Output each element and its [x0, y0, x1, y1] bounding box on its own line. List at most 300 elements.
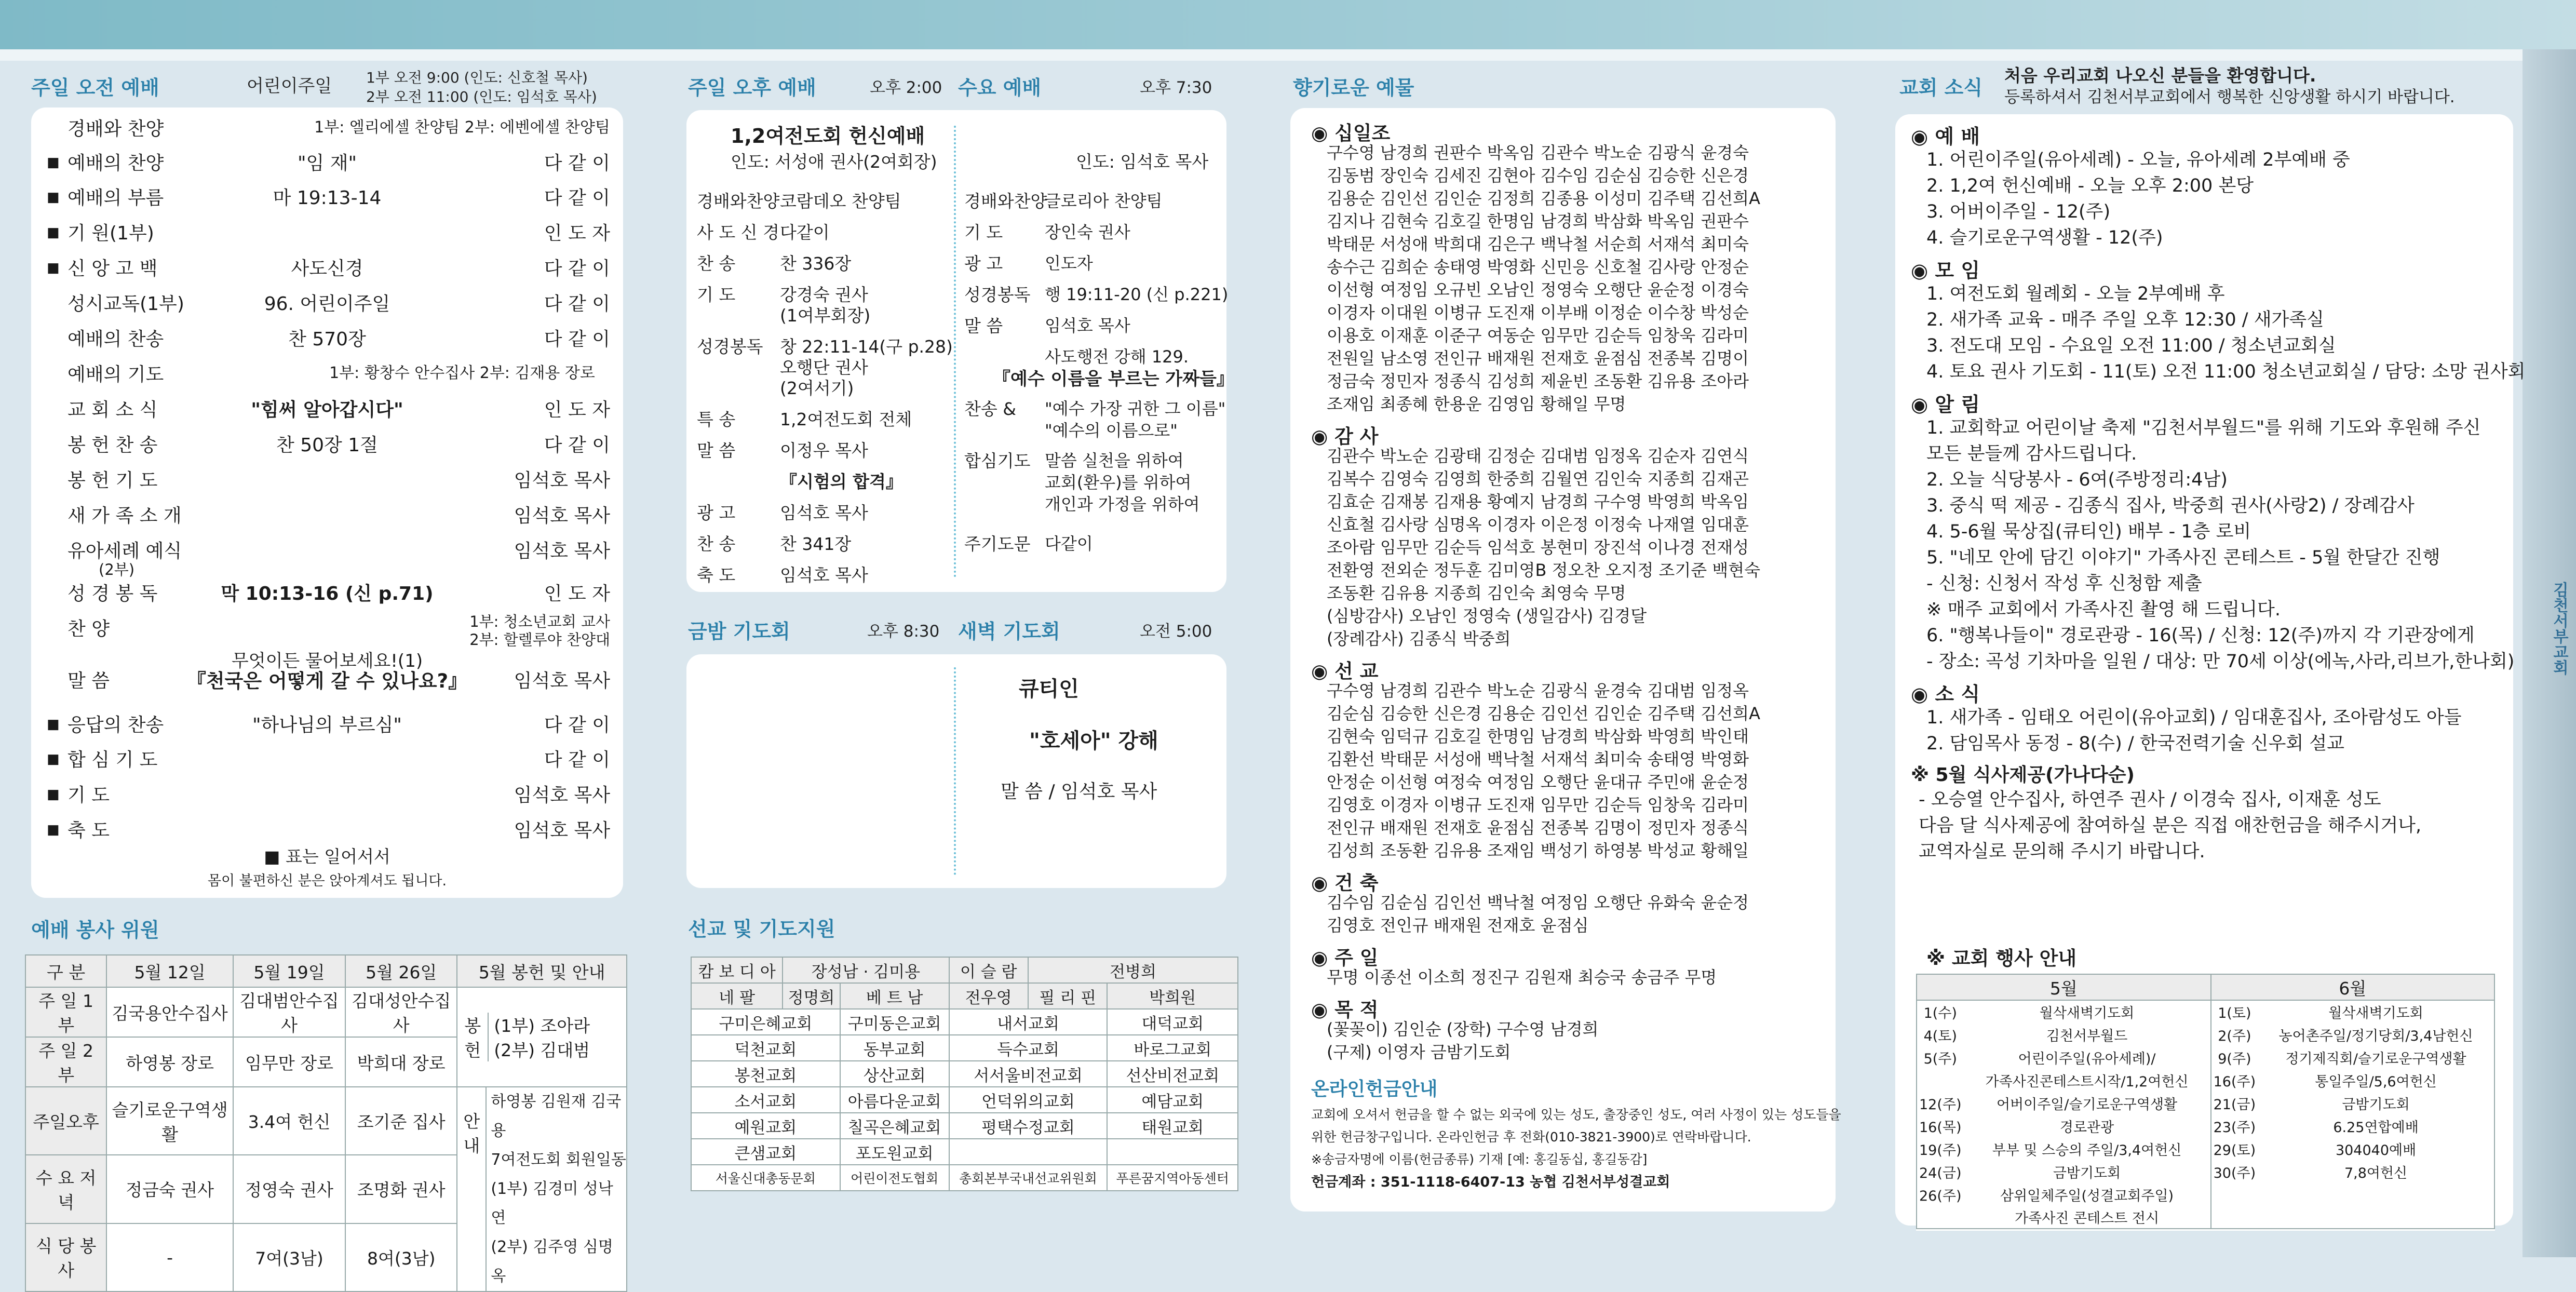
afternoon-row-label: 특 송 — [697, 409, 736, 429]
volunteer-cell: 주 일 2 부 — [25, 1037, 106, 1087]
offering-names: 박태문 서성애 박희대 김은구 백낙철 서순희 서재석 최미숙 — [1327, 234, 1749, 254]
volunteer-cell: 김대범안수집사 — [233, 987, 345, 1037]
volunteer-header: 5월 12일 — [106, 955, 233, 987]
offering-2: (2부) 김대범 — [494, 1040, 590, 1060]
guide-1: 하영봉 김원재 김국용 — [491, 1093, 622, 1140]
news-item: - 장소: 곡성 기차마을 일원 / 대상: 만 70세 이상(에녹,사라,리브가,한나회) — [1926, 651, 2515, 672]
wednesday-row-label: 찬송 & — [964, 399, 1016, 419]
volunteer-cell: 박희대 장로 — [345, 1037, 457, 1087]
afternoon-row-label: 기 도 — [697, 285, 736, 305]
morning-row-label: 기 도 — [68, 785, 110, 806]
morning-row-leader: 임석호 목사 — [514, 820, 610, 841]
offering-names: 김효순 김재봉 김재용 황예지 남경희 구수영 박영희 박옥임 — [1327, 492, 1749, 512]
offering-category: ◉ 목 적 — [1311, 999, 1379, 1021]
offering-names: 김지나 김현숙 김호길 한명임 남경희 박삼화 박옥임 권판수 — [1327, 211, 1749, 231]
mission-cell: 장성남 · 김미용 — [783, 957, 949, 983]
news-item: 4. 5-6월 묵상집(큐티인) 배부 - 1층 로비 — [1926, 521, 2251, 542]
offering-names: (꽃꽂이) 김인순 (장학) 구수영 남경희 — [1327, 1019, 1599, 1039]
morning-row-content: 찬 50장 1절 — [276, 435, 378, 456]
row-bullet: ■ — [47, 260, 60, 276]
event-name: 통일주일/5,6여헌신 — [2258, 1069, 2494, 1092]
row-bullet: ■ — [47, 751, 60, 767]
panel-divider — [954, 126, 956, 577]
morning-title: 주일 오전 예배 — [31, 76, 159, 99]
morning-row-leader: 임석호 목사 — [514, 670, 610, 692]
news-item: 1. 교회학교 어린이날 축제 "김천서부월드"를 위해 기도와 후원해 주신 — [1926, 418, 2481, 438]
event-date: 12(주) — [1917, 1092, 1964, 1114]
morning-row-label: 찬 양 — [68, 618, 110, 640]
event-date: 9(주) — [2218, 1051, 2251, 1067]
afternoon-row-label: 찬 송 — [697, 534, 736, 554]
friday-title: 금밤 기도회 — [688, 620, 790, 643]
offering-names: 김영호 전인규 배재원 전재호 윤점심 — [1327, 916, 1589, 935]
volunteer-cell: 주일오후 — [25, 1087, 106, 1155]
event-name: 삼위일체주일(성결교회주일) — [1964, 1183, 2211, 1206]
mission-cell: 아름다운교회 — [840, 1087, 949, 1113]
morning-row-leader: 임석호 목사 — [514, 505, 610, 527]
volunteer-cell: 3.4여 헌신 — [233, 1087, 345, 1155]
afternoon-row-value: (2여서기) — [780, 378, 854, 398]
mission-cell: 포도원교회 — [840, 1139, 949, 1165]
event-date: 1(수) — [1917, 1000, 1964, 1023]
morning-row-leader: 임석호 목사 — [514, 785, 610, 806]
event-date: 16(주) — [2213, 1073, 2256, 1090]
afternoon-row-label: 찬 송 — [697, 253, 736, 274]
offering-names: 전인규 배재원 전재호 윤점심 전종복 김명이 정민자 정종식 — [1327, 818, 1749, 838]
news-item: 2. 1,2여 헌신예배 - 오늘 오후 2:00 본당 — [1926, 176, 2254, 196]
row-bullet: ■ — [47, 822, 60, 838]
event-date: 24(금) — [1917, 1160, 1964, 1183]
news-item: 2. 새가족 교육 - 매주 주일 오후 12:30 / 새가족실 — [1926, 309, 2324, 330]
morning-row-content: 막 10:13-16 (신 p.71) — [221, 583, 434, 604]
offering-names: 이선형 여정임 오규빈 오남인 정영숙 오행단 윤순정 이경숙 — [1327, 280, 1749, 300]
offering-names: 김현숙 임덕규 김호길 한명임 남경희 박삼화 박영희 박인태 — [1327, 726, 1749, 746]
morning-time-2: 2부 오전 11:00 (인도: 임석호 목사) — [366, 88, 597, 105]
volunteer-cell: 조기준 집사 — [345, 1087, 457, 1155]
mission-cell: 서울신대총동문회 — [691, 1165, 840, 1191]
offering-names: 송수근 김희순 송태영 박영화 신민응 신호철 김사랑 안정순 — [1327, 257, 1749, 277]
offering-names: 김순심 김승한 신은경 김용순 김인선 김인순 김주택 김선희A — [1327, 704, 1760, 723]
afternoon-row-value: 창 22:11-14(구 p.28) — [780, 337, 953, 357]
offering-names: 김성희 조동환 김유용 조재임 백성기 하영봉 박성교 황해일 — [1327, 841, 1749, 860]
mission-cell: 상산교회 — [840, 1061, 949, 1087]
afternoon-row-label: 축 도 — [697, 565, 736, 585]
volunteer-cell: - — [106, 1223, 233, 1291]
news-item: 4. 슬기로운구역생활 - 12(주) — [1926, 227, 2163, 248]
mission-cell: 정명희 — [783, 983, 840, 1009]
hyun-char: 헌 — [464, 1040, 481, 1060]
morning-row-label: 성시교독(1부) — [68, 293, 184, 315]
sermon-series: 무엇이든 물어보세요!(1) — [231, 651, 423, 671]
mission-cell: 구미동은교회 — [840, 1009, 949, 1035]
offering-names: 전원일 남소영 전인규 배재원 전재호 윤점심 전종복 김명이 — [1327, 348, 1749, 368]
offering-names: 김동범 장인숙 김세진 김현아 김수임 김순심 김승한 신은경 — [1327, 166, 1749, 185]
wednesday-row-value: 글로리아 찬양팀 — [1045, 191, 1163, 211]
qt-title: 큐티인 — [1019, 677, 1079, 701]
morning-row-content: 1부: 황창수 안수집사 2부: 김재용 장로 — [329, 364, 595, 382]
event-date: 21(금) — [2213, 1096, 2256, 1113]
event-name: 월삭새벽기도회 — [1964, 1000, 2211, 1023]
morning-row-content: "힘써 알아갑시다" — [251, 399, 403, 421]
dawn-time: 오전 5:00 — [1140, 622, 1212, 641]
afternoon-heading: 1,2여전도회 헌신예배 — [731, 125, 925, 147]
event-date: 29(토) — [2213, 1142, 2256, 1159]
morning-row-leader: 다 같 이 — [544, 187, 610, 209]
morning-row-label: 유아세례 예식 — [68, 541, 182, 562]
volunteer-cell: 주 일 1 부 — [25, 987, 106, 1037]
afternoon-row-value: 임석호 목사 — [780, 503, 868, 523]
event-date: 19(주) — [1917, 1137, 1964, 1160]
events-heading: ※ 교회 행사 안내 — [1926, 947, 2077, 970]
event-name: 가족사진콘테스트시작/1,2여헌신 — [1964, 1069, 2211, 1092]
volunteer-title: 예배 봉사 위원 — [31, 919, 159, 941]
news-panel — [1895, 114, 2526, 1227]
online-offering-title: 온라인헌금안내 — [1311, 1079, 1438, 1100]
volunteer-cell: 8여(3남) — [345, 1223, 457, 1291]
mission-cell: 전병희 — [1028, 957, 1238, 983]
event-name: 가족사진 콘테스트 전시 — [1964, 1206, 2211, 1229]
news-item: 6. "행복나들이" 경로관광 - 16(목) / 신청: 12(주)까지 각 기관장에게 — [1926, 625, 2475, 646]
volunteer-cell: 조명화 권사 — [345, 1155, 457, 1223]
volunteer-cell: 슬기로운구역생활 — [106, 1087, 233, 1155]
afternoon-row-label: 경배와찬양 — [697, 191, 780, 211]
morning-row-label: 합 심 기 도 — [68, 749, 158, 771]
offering-category: ◉ 선 교 — [1311, 660, 1379, 682]
offering-names: 안정순 이선형 여정숙 여정임 오행단 윤대규 주민애 윤순정 — [1327, 772, 1749, 792]
afternoon-row-value: 다같이 — [780, 222, 830, 243]
morning-subtitle: 어린이주일 — [247, 76, 332, 97]
event-date — [1917, 1069, 1964, 1092]
wednesday-row-value: 인도자 — [1045, 253, 1093, 273]
nae-char: 내 — [463, 1136, 480, 1156]
baptism-part: (2부) — [99, 561, 135, 578]
morning-time-1: 1부 오전 9:00 (인도: 신호철 목사) — [366, 69, 588, 86]
morning-row-label: 기 원(1부) — [68, 223, 154, 244]
hosea-study: "호세아" 강해 — [1029, 729, 1158, 753]
afternoon-wednesday-panel — [686, 110, 1234, 592]
volunteer-cell: 정금숙 권사 — [106, 1155, 233, 1223]
event-name: 어린이주일(유아세례)/ — [1964, 1046, 2211, 1069]
morning-row-leader: 다 같 이 — [544, 749, 610, 771]
news-section-heading: ◉ 모 임 — [1911, 259, 1980, 282]
news-item: 1. 어린이주일(유아세례) - 오늘, 유아세례 2부예배 중 — [1926, 150, 2350, 170]
news-item: 모든 분들께 감사드립니다. — [1926, 443, 2137, 464]
afternoon-row-value: 오행단 권사 — [780, 357, 868, 378]
praise-part-2: 2부: 할렐루야 찬양대 — [469, 631, 610, 649]
mission-cell: 총회본부국내선교위원회 — [949, 1165, 1108, 1191]
news-item: 2. 오늘 식당봉사 - 6여(주방정리:4남) — [1926, 469, 2228, 490]
wednesday-row-label: 말 씀 — [964, 316, 1003, 336]
offering-title: 향기로운 예물 — [1293, 76, 1414, 99]
event-date: 4(토) — [1917, 1023, 1964, 1046]
afternoon-row-label: 말 씀 — [697, 440, 736, 461]
wednesday-row-label: 성경봉독 — [964, 285, 1031, 305]
event-name: 김천서부월드 — [1964, 1023, 2211, 1046]
meal-heading: ※ 5월 식사제공(가나다순) — [1911, 764, 2135, 786]
header-bar — [0, 0, 2576, 49]
event-name: 어버이주일/슬기로운구역생활 — [1964, 1092, 2211, 1114]
june-header: 6월 — [2211, 974, 2494, 1000]
wednesday-row-label: 경배와찬양 — [964, 191, 1047, 211]
mission-cell: 태원교회 — [1107, 1113, 1238, 1139]
volunteer-table — [25, 954, 627, 1292]
wednesday-row-value: 임석호 목사 — [1045, 316, 1130, 335]
welcome-line-2: 등록하셔서 김천서부교회에서 행복한 신앙생활 하시기 바랍니다. — [2004, 88, 2455, 106]
volunteer-header: 구 분 — [25, 955, 106, 987]
morning-row-label: 교 회 소 식 — [68, 399, 158, 421]
wednesday-row-value: 다같이 — [1045, 534, 1093, 554]
mission-cell: 구미은혜교회 — [691, 1009, 840, 1035]
friday-time: 오후 8:30 — [867, 622, 940, 641]
event-name: 304040예배 — [2258, 1137, 2494, 1160]
morning-row-leader: 인 도 자 — [544, 223, 610, 244]
prayer-divider — [954, 667, 956, 875]
afternoon-row-value: 1,2여전도회 전체 — [780, 409, 912, 429]
volunteer-cell: 정영숙 권사 — [233, 1155, 345, 1223]
praise-part-1: 1부: 청소년교회 교사 — [469, 613, 610, 630]
offering-names: 김복수 김영숙 김영희 한중희 김월연 김인숙 지종희 김재곤 — [1327, 469, 1749, 489]
morning-row-content: 마 19:13-14 — [273, 187, 382, 209]
afternoon-row-value: 이정우 목사 — [780, 440, 868, 461]
morning-row-label: 봉 헌 기 도 — [68, 470, 158, 491]
morning-row-label: 예배의 부름 — [68, 187, 164, 209]
news-section-heading: ◉ 소 식 — [1911, 683, 1980, 706]
morning-row-label: 신 앙 고 백 — [68, 258, 158, 279]
morning-row-leader: 임석호 목사 — [514, 541, 610, 562]
afternoon-title: 주일 오후 예배 — [688, 76, 816, 99]
church-logo: 김천서부교회 — [2550, 582, 2568, 675]
volunteer-cell: 김국용안수집사 — [106, 987, 233, 1037]
news-item: 2. 담임목사 동정 - 8(수) / 한국전력기술 신우회 설교 — [1926, 733, 2344, 754]
row-bullet: ■ — [47, 190, 60, 205]
mission-cell: 칠곡은혜교회 — [840, 1113, 949, 1139]
volunteer-header: 5월 26일 — [345, 955, 457, 987]
afternoon-leader: 인도: 서성애 권사(2여회장) — [731, 152, 937, 172]
morning-row-leader: 다 같 이 — [544, 435, 610, 456]
news-item: 3. 중식 떡 제공 - 김종식 집사, 박중희 권사(사랑2) / 장례감사 — [1926, 495, 2415, 516]
header-stripe — [0, 49, 2576, 61]
mission-cell: 대덕교회 — [1107, 1009, 1238, 1035]
dawn-title: 새벽 기도회 — [958, 620, 1060, 643]
event-name: 6.25연합예배 — [2258, 1114, 2494, 1137]
wednesday-title: 수요 예배 — [958, 76, 1042, 99]
wednesday-row-label: 주기도문 — [964, 534, 1031, 554]
afternoon-row-value: (1여부회장) — [780, 305, 871, 326]
morning-row-content: 『천국은 어떻게 갈 수 있나요?』 — [186, 670, 468, 692]
offering-names: 김영호 이경자 이병규 도진재 임무만 김순득 임창욱 김라미 — [1327, 795, 1749, 815]
mission-cell: 서서울비전교회 — [949, 1061, 1108, 1087]
wednesday-row-value: 말씀 실천을 위하여 — [1045, 451, 1184, 470]
afternoon-row-label: 광 고 — [697, 503, 736, 523]
an-char: 안 — [463, 1111, 480, 1132]
offering-names: 무명 이종선 이소희 정진구 김원재 최승국 송금주 무명 — [1327, 967, 1717, 987]
offering-category: ◉ 십일조 — [1311, 122, 1391, 144]
morning-row-content: "하나님의 부르심" — [252, 715, 402, 736]
mission-cell: 필 리 핀 — [1028, 983, 1107, 1009]
offering-names: 신효철 김사랑 심명옥 이경자 이은정 이정숙 나재열 임대훈 — [1327, 515, 1749, 534]
event-date: 1(토) — [2218, 1005, 2251, 1021]
offering-names: 조재임 최종혜 한용운 김영임 황해일 무명 — [1327, 394, 1626, 414]
mission-cell: 예담교회 — [1107, 1087, 1238, 1113]
morning-row-label: 새 가 족 소 개 — [68, 505, 182, 527]
wednesday-row-label: 광 고 — [964, 253, 1003, 274]
wednesday-row-value: "예수 가장 귀한 그 이름" — [1045, 399, 1226, 419]
morning-row-content: "임 재" — [297, 153, 357, 174]
news-item: 5. "네모 안에 담긴 이야기" 가족사진 콘테스트 - 5월 한달간 진행 — [1926, 547, 2440, 568]
offering-1: (1부) 조아라 — [494, 1016, 590, 1036]
morning-row-label: 경배와 찬양 — [68, 118, 164, 140]
afternoon-row-label: 사 도 신 경 — [697, 222, 779, 243]
mission-title: 선교 및 기도지원 — [688, 918, 835, 940]
mission-cell — [1107, 1139, 1238, 1165]
afternoon-row-value: 코람데오 찬양팀 — [780, 191, 901, 211]
mission-cell: 평택수정교회 — [949, 1113, 1108, 1139]
offering-category: ◉ 주 일 — [1311, 947, 1379, 969]
mission-cell: 베 트 남 — [840, 983, 949, 1009]
offering-names: 조아람 임무만 김순득 임석호 봉현미 장진석 이나경 전재성 — [1327, 537, 1749, 557]
online-text-3: ※송금자명에 이름(헌금종류) 기재 [예: 홍길동십, 홍길동감] — [1311, 1152, 1648, 1167]
mission-cell: 동부교회 — [840, 1035, 949, 1061]
mission-cell: 네 팔 — [691, 983, 783, 1009]
mission-cell: 내서교회 — [949, 1009, 1108, 1035]
event-name: 금밤기도회 — [2258, 1092, 2494, 1114]
volunteer-header: 5월 봉헌 및 안내 — [457, 955, 627, 987]
offering-names: 김수임 김순심 김인선 백낙철 여정임 오행단 유화숙 윤순정 — [1327, 893, 1749, 912]
mission-cell: 캄 보 디 아 — [691, 957, 783, 983]
volunteer-cell: 임무만 장로 — [233, 1037, 345, 1087]
news-section-heading: ◉ 예 배 — [1911, 125, 1980, 148]
event-date: 5(주) — [1917, 1046, 1964, 1069]
offering-names: 김관수 박노순 김광태 김정순 김대범 임정옥 김순자 김연식 — [1327, 446, 1749, 466]
volunteer-cell: 수 요 저 녁 — [25, 1155, 106, 1223]
bank-account: 헌금계좌 : 351-1118-6407-13 농협 김천서부성결교회 — [1311, 1174, 1670, 1190]
mission-cell: 소서교회 — [691, 1087, 840, 1113]
news-item: 3. 전도대 모임 - 수요일 오전 11:00 / 청소년교회실 — [1926, 335, 2336, 356]
mission-cell: 예원교회 — [691, 1113, 840, 1139]
row-bullet: ■ — [47, 155, 60, 170]
morning-row-label: 축 도 — [68, 820, 110, 841]
afternoon-row-value: 임석호 목사 — [780, 565, 868, 585]
welcome-line-1: 처음 우리교회 나오신 분들을 환영합니다. — [2004, 65, 2316, 86]
morning-row-leader: 다 같 이 — [544, 153, 610, 174]
news-item: 3. 어버이주일 - 12(주) — [1926, 201, 2111, 222]
event-date — [1917, 1206, 1964, 1229]
morning-row-label: 응답의 찬송 — [68, 715, 164, 736]
wednesday-row-value: 『예수 이름을 부르는 가짜들』 — [993, 369, 1234, 389]
event-date: 23(주) — [2213, 1119, 2256, 1136]
offering-names: 구수영 남경희 권판수 박옥임 김관수 박노순 김광식 윤경숙 — [1327, 143, 1749, 163]
offering-names: 이경자 이대원 이병규 도진재 이부배 이정순 이수창 박성순 — [1327, 303, 1749, 322]
offering-names: (장례감사) 김종식 박중희 — [1327, 629, 1511, 649]
event-date: 16(목) — [1917, 1114, 1964, 1137]
offering-category: ◉ 감 사 — [1311, 425, 1379, 448]
mission-cell: 어린이전도협회 — [840, 1165, 949, 1191]
guide-4: (2부) 김주영 심명옥 — [491, 1238, 613, 1285]
morning-row-leader: 다 같 이 — [544, 715, 610, 736]
morning-row-leader: 다 같 이 — [544, 329, 610, 350]
mission-cell: 푸른꿈지역아동센터 — [1107, 1165, 1238, 1191]
mission-cell: 언덕위의교회 — [949, 1087, 1108, 1113]
afternoon-row-value: 강경숙 권사 — [780, 285, 868, 305]
news-title: 교회 소식 — [1899, 76, 1983, 99]
offering-panel — [1290, 108, 1841, 1212]
wednesday-row-value: 개인과 가정을 위하여 — [1045, 494, 1200, 514]
morning-panel — [31, 107, 623, 898]
wednesday-row-label: 합심기도 — [964, 451, 1031, 471]
offering-names: 구수영 남경희 김관수 박노순 김광식 윤경숙 김대범 임정옥 — [1327, 681, 1749, 701]
event-date: 26(주) — [1917, 1183, 1964, 1206]
event-name: 7,8여헌신 — [2258, 1160, 2494, 1183]
morning-row-label: 성 경 봉 독 — [68, 583, 158, 604]
event-name: 정기제직회/슬기로운구역생활 — [2258, 1046, 2494, 1069]
afternoon-row-value: 찬 336장 — [780, 253, 852, 274]
morning-row-label: 봉 헌 찬 송 — [68, 435, 158, 456]
afternoon-row-value: 『시험의 합격』 — [780, 472, 903, 492]
afternoon-time: 오후 2:00 — [870, 78, 942, 97]
mission-cell: 큰샘교회 — [691, 1139, 840, 1165]
row-bullet: ■ — [47, 787, 60, 802]
news-item: 1. 새가족 - 임태오 어린이(유아교회) / 임대훈집사, 조아람성도 아들 — [1926, 707, 2462, 728]
offering-names: 김용순 김인선 김인순 김정희 김종용 이성미 김주택 김선희A — [1327, 189, 1760, 208]
mission-cell: 박희원 — [1107, 983, 1238, 1009]
news-item: ※ 매주 교회에서 가족사진 촬영 해 드립니다. — [1926, 599, 2281, 620]
offering-category: ◉ 건 축 — [1311, 872, 1379, 894]
morning-row-label: 예배의 찬송 — [68, 329, 164, 350]
volunteer-cell: 7여(3남) — [233, 1223, 345, 1291]
event-date: 30(주) — [2213, 1165, 2256, 1181]
online-text-2: 위한 헌금창구입니다. 온라인헌금 후 전화(010-3821-3900)로 연락바랍니다. — [1311, 1129, 1751, 1145]
wednesday-row-value: 사도행전 강해 129. — [1045, 347, 1189, 367]
prayer-panel — [686, 654, 1226, 888]
offering-names: 전환영 전외순 정두훈 김미영B 정오찬 오지정 조기준 백현숙 — [1327, 560, 1761, 580]
volunteer-header: 5월 19일 — [233, 955, 345, 987]
morning-row-leader: 임석호 목사 — [514, 470, 610, 491]
wednesday-row-value: 행 19:11-20 (신 p.221) — [1045, 285, 1229, 304]
volunteer-cell: 김대성안수집사 — [345, 987, 457, 1037]
afternoon-row-value: 찬 341장 — [780, 534, 852, 554]
meal-item: 교역자실로 문의해 주시기 바랍니다. — [1919, 841, 2205, 862]
event-name: 경로관광 — [1964, 1114, 2211, 1137]
wednesday-leader: 인도: 임석호 목사 — [1076, 152, 1209, 172]
offering-names: 김환선 박태문 서성애 백낙철 서재석 최미숙 송태영 박영화 — [1327, 749, 1749, 769]
afternoon-row-label: 성경봉독 — [697, 337, 763, 357]
offering-names: (심방감사) 오남인 정영숙 (생일감사) 김경달 — [1327, 606, 1647, 626]
offering-names: 정금숙 정민자 정종식 김성희 제윤빈 조동환 김유용 조아라 — [1327, 371, 1749, 391]
dawn-preacher: 말 씀 / 임석호 목사 — [1001, 781, 1157, 802]
morning-row-leader: 다 같 이 — [544, 293, 610, 315]
mission-cell: 봉천교회 — [691, 1061, 840, 1087]
morning-row-content: 1부: 엘리에셀 찬양팀 2부: 에벤에셀 찬양팀 — [314, 118, 610, 137]
meal-item: 다음 달 식사제공에 참여하실 분은 직접 애찬헌금을 해주시거나, — [1919, 815, 2422, 836]
meal-item: - 오승열 안수집사, 하연주 권사 / 이경숙 집사, 이재훈 성도 — [1919, 789, 2381, 810]
mission-cell: 바로그교회 — [1107, 1035, 1238, 1061]
row-bullet: ■ — [47, 225, 60, 240]
mission-cell: 선산비전교회 — [1107, 1061, 1238, 1087]
news-section-heading: ◉ 알 림 — [1911, 393, 1980, 416]
row-bullet: ■ — [47, 717, 60, 732]
mission-cell: 득수교회 — [949, 1035, 1108, 1061]
morning-row-label: 예배의 찬양 — [68, 153, 164, 174]
morning-row-leader: 다 같 이 — [544, 258, 610, 279]
standing-note: ■ 표는 일어서서 — [264, 846, 390, 867]
mission-cell: 이 슬 람 — [949, 957, 1028, 983]
events-table — [1916, 974, 2495, 1231]
morning-row-content: 찬 570장 — [288, 329, 366, 350]
wednesday-row-label: 기 도 — [964, 222, 1003, 243]
event-name: 월삭새벽기도회 — [2258, 1000, 2494, 1023]
morning-row-leader: 인 도 자 — [544, 399, 610, 421]
mission-cell — [949, 1139, 1108, 1165]
